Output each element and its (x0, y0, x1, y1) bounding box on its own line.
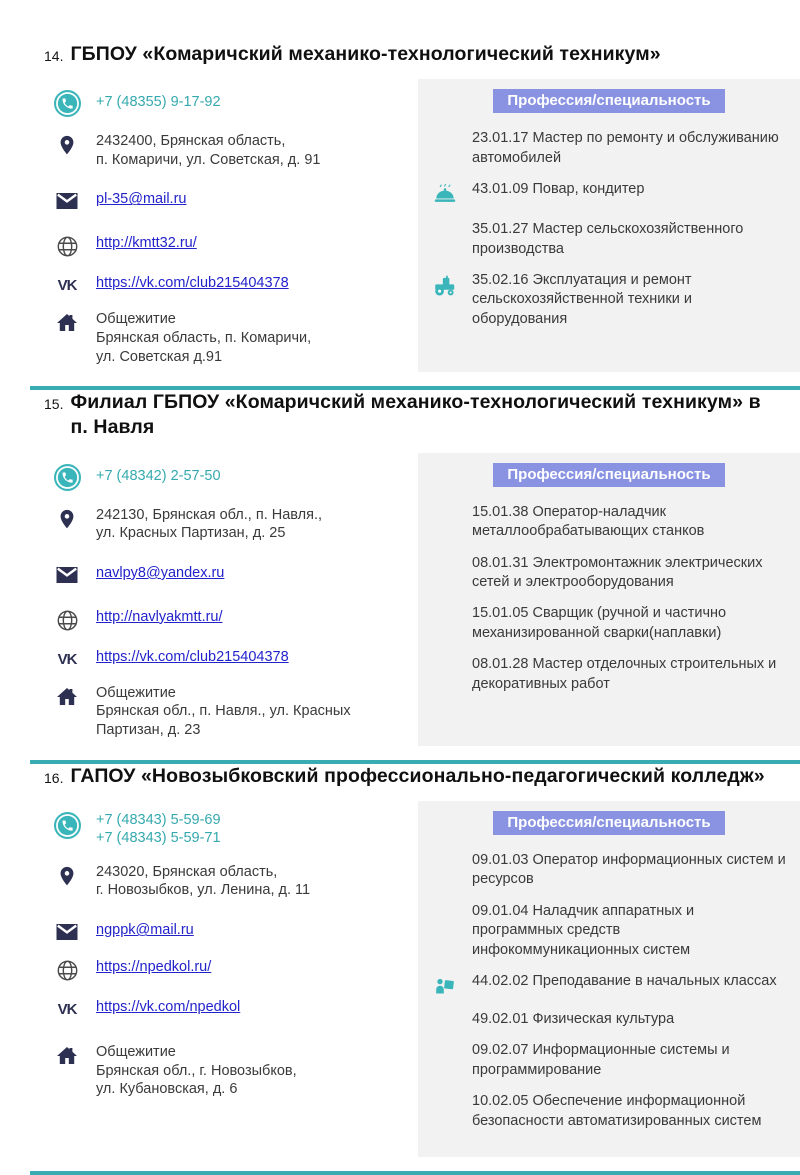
profession-text: 09.01.03 Оператор информационных систем и ресурсов (472, 851, 786, 888)
location-pin-icon (52, 863, 82, 900)
contact-vk (52, 649, 408, 667)
phone-number: +7 (48343) 5-59-69 (96, 811, 221, 828)
profession-item (418, 180, 800, 208)
profession-item (418, 851, 800, 890)
address-line: п. Комаричи, ул. Советская, д. 91 (96, 151, 321, 168)
profession-item (418, 1010, 800, 1029)
profession-item (418, 655, 800, 694)
section-number: 15. (44, 396, 64, 413)
dormitory-address-line: Брянская обл., п. Навля., ул. Красных (96, 703, 351, 720)
profession-text: 09.01.04 Наладчик аппаратных и программных средств инфокоммуникационных систем (472, 902, 695, 958)
profession-text: 15.01.38 Оператор-наладчик металлообрабатывающих станков (472, 503, 705, 540)
profession-text: 08.01.28 Мастер отделочных строительных и декоративных работ (472, 656, 777, 692)
address-line: г. Новозыбков, ул. Ленина, д. 11 (96, 882, 311, 899)
phone-number: +7 (48342) 2-57-50 (96, 467, 221, 484)
globe-icon (52, 959, 82, 982)
tractor-icon (418, 271, 472, 329)
contact-address (52, 506, 408, 543)
location-pin-icon (52, 506, 82, 543)
location-pin-icon (52, 132, 82, 169)
address-line: 243020, Брянская область, (96, 863, 278, 880)
college-title: ГАПОУ «Новозыбковский профессионально-педагогический колледж» (70, 764, 765, 787)
email-icon (52, 191, 82, 211)
address-line: 2432400, Брянская область, (96, 133, 286, 150)
vk-link[interactable]: https://vk.com/club215404378 (96, 648, 289, 665)
contact-website (52, 235, 408, 258)
contact-dormitory (52, 1043, 408, 1099)
college-section-16 (0, 764, 800, 1158)
professions-panel (418, 79, 800, 372)
college-title: Филиал ГБПОУ «Комаричский механико-технологический техникум» в п. Навля (70, 391, 761, 439)
contact-email (52, 922, 408, 942)
vk-icon: VK (57, 650, 77, 668)
phone-icon (52, 463, 82, 491)
professions-header-badge: Профессия/специальность (493, 89, 724, 113)
phone-number: +7 (48355) 9-17-92 (96, 94, 221, 111)
website-link[interactable]: https://npedkol.ru/ (96, 959, 212, 976)
profession-item (418, 220, 800, 259)
contact-phone (52, 463, 408, 491)
email-icon (52, 565, 82, 585)
professions-header-badge: Профессия/специальность (493, 463, 724, 487)
contact-dormitory (52, 684, 408, 740)
dormitory-address-line: Брянская область, п. Комаричи, (96, 329, 312, 346)
professions-panel (418, 453, 800, 746)
contact-dormitory (52, 310, 408, 366)
cloche-icon (418, 180, 472, 208)
profession-text: 35.01.27 Мастер сельскохозяйственного производства (472, 221, 744, 257)
profession-item (418, 1092, 800, 1131)
vk-link[interactable]: https://vk.com/club215404378 (96, 275, 289, 292)
contact-website (52, 959, 408, 982)
home-icon (52, 684, 82, 740)
college-section-15 (0, 390, 800, 745)
home-icon (52, 1043, 82, 1099)
contacts-column (44, 453, 418, 746)
profession-text: 35.02.16 Эксплуатация и ремонт сельскохозяйственной техники и оборудования (472, 272, 692, 327)
email-icon (52, 922, 82, 942)
email-link[interactable]: ngppk@mail.ru (96, 922, 194, 939)
section-number: 16. (44, 769, 64, 786)
professions-header-badge: Профессия/специальность (493, 811, 724, 835)
vk-icon: VK (57, 277, 77, 295)
dormitory-address-line: Партизан, д. 23 (96, 721, 201, 738)
profession-item (418, 503, 800, 542)
email-link[interactable]: navlpy8@yandex.ru (96, 564, 225, 581)
email-link[interactable]: pl-35@mail.ru (96, 191, 187, 208)
profession-text: 08.01.31 Электромонтажник электрических сетей и электрооборудования (472, 554, 763, 591)
vk-icon: VK (57, 1001, 77, 1019)
contact-email (52, 191, 408, 211)
website-link[interactable]: http://kmtt32.ru/ (96, 235, 197, 252)
dormitory-address-line: ул. Советская д.91 (96, 348, 223, 365)
section-heading (44, 764, 800, 789)
profession-text: 09.02.07 Информационные системы и программирование (472, 1042, 730, 1078)
profession-item (418, 129, 800, 168)
globe-icon (52, 609, 82, 632)
phone-icon (52, 811, 82, 848)
dormitory-label: Общежитие (96, 311, 176, 328)
phone-number: +7 (48343) 5-59-71 (96, 830, 221, 847)
contact-address (52, 863, 408, 900)
section-divider (30, 1171, 800, 1175)
website-link[interactable]: http://navlyakmtt.ru/ (96, 608, 223, 625)
contact-website (52, 609, 408, 632)
profession-text: 43.01.09 Повар, кондитер (472, 181, 645, 198)
profession-text: 49.02.01 Физическая культура (472, 1010, 675, 1027)
profession-item (418, 1041, 800, 1080)
dormitory-address-line: Брянская обл., г. Новозыбков, (96, 1062, 297, 1079)
contact-vk (52, 999, 408, 1017)
contact-address (52, 132, 408, 169)
contact-vk (52, 275, 408, 293)
section-heading (44, 42, 800, 67)
profession-text: 44.02.02 Преподавание в начальных классах (472, 972, 777, 989)
contact-email (52, 565, 408, 585)
vk-link[interactable]: https://vk.com/npedkol (96, 999, 241, 1016)
profession-item (418, 271, 800, 329)
phone-icon (52, 89, 82, 117)
address-line: 242130, Брянская обл., п. Навля., (96, 506, 323, 523)
address-line: ул. Красных Партизан, д. 25 (96, 525, 286, 542)
profession-item (418, 554, 800, 593)
section-heading (44, 390, 800, 441)
dormitory-label: Общежитие (96, 1044, 176, 1061)
professions-panel (418, 801, 800, 1157)
profession-text: 15.01.05 Сварщик (ручной и частично механизированной сварки(наплавки) (472, 605, 727, 641)
contacts-column (44, 801, 418, 1157)
contact-phone (52, 811, 408, 848)
profession-item (418, 902, 800, 960)
profession-item (418, 604, 800, 643)
profession-text: 23.01.17 Мастер по ремонту и обслуживанию автомобилей (472, 130, 779, 166)
profession-text: 10.02.05 Обеспечение информационной безопасности автоматизированных систем (472, 1093, 762, 1129)
contact-phone (52, 89, 408, 117)
globe-icon (52, 235, 82, 258)
dormitory-label: Общежитие (96, 684, 176, 701)
dormitory-address-line: ул. Кубановская, д. 6 (96, 1081, 238, 1098)
teacher-icon (418, 972, 472, 998)
college-section-14 (0, 42, 800, 372)
profession-item (418, 972, 800, 998)
college-title: ГБПОУ «Комаричский механико-технологический техникум» (70, 43, 661, 65)
home-icon (52, 310, 82, 366)
section-number: 14. (44, 48, 64, 64)
contacts-column (44, 79, 418, 372)
